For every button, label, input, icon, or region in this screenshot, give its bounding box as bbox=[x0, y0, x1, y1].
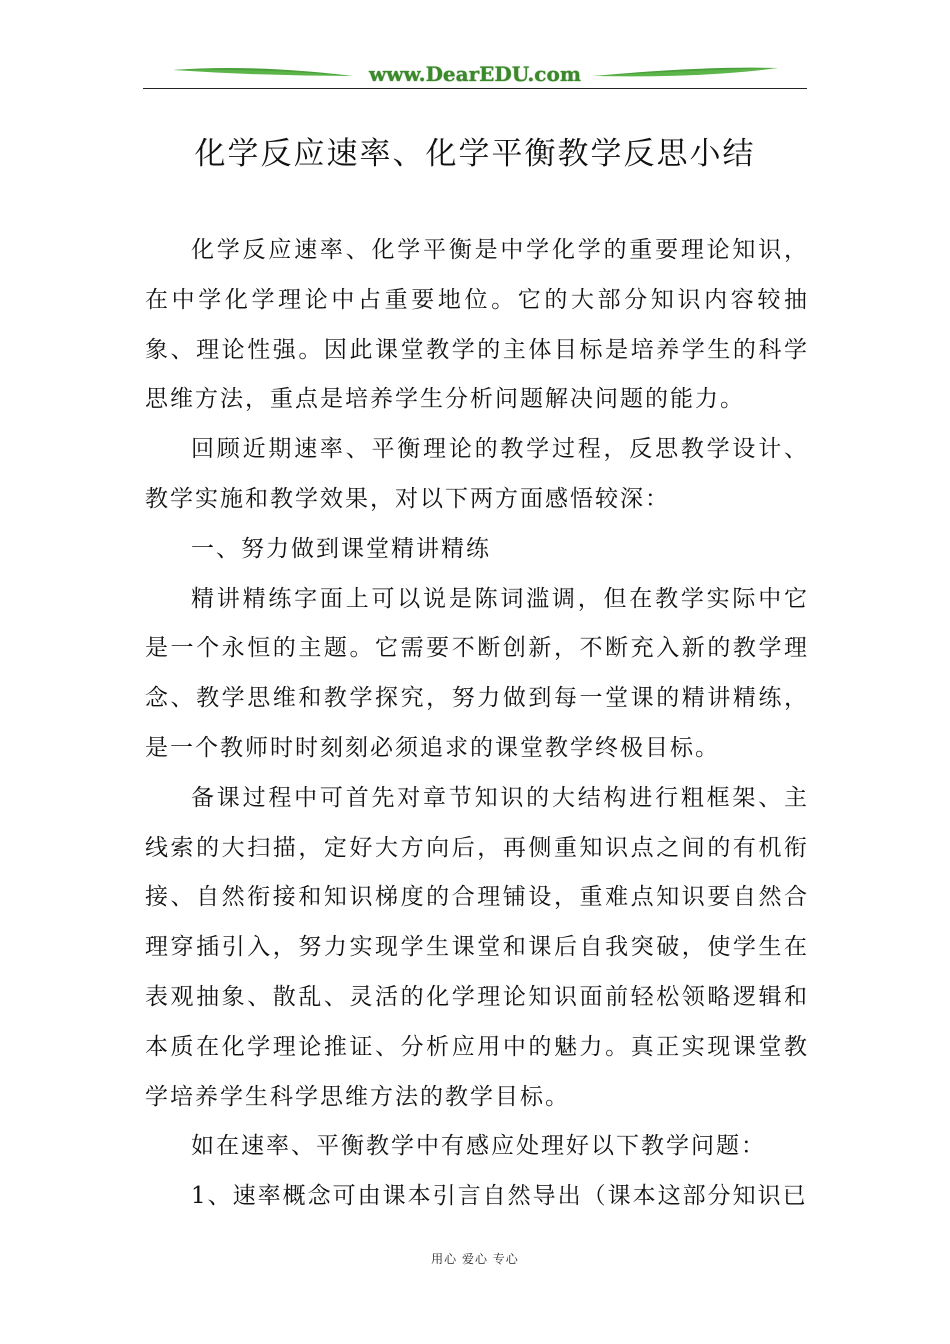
section-heading: 一、努力做到课堂精讲精练 bbox=[191, 535, 491, 562]
paragraph: 精讲精练字面上可以说是陈词滥调，但在教学实际中它是一个永恒的主题。它需要不断创新，不断充入新的教学理念、教学思维和教学探究，努力做到每一堂课的精讲精练，是一个教师时时刻刻必须追求的课堂教学终极目标。 bbox=[145, 585, 809, 761]
header-divider bbox=[143, 88, 807, 89]
document-title: 化学反应速率、化学平衡教学反思小结 bbox=[194, 136, 756, 172]
paragraph: 如在速率、平衡教学中有感应处理好以下教学问题： bbox=[191, 1133, 766, 1160]
paragraph: 备课过程中可首先对章节知识的大结构进行粗框架、主线索的大扫描，定好大方向后，再侧重知识点之间的有机衔接、自然衔接和知识梯度的合理铺设，重难点知识要自然合理穿插引入，努力实现学生课堂和课后自我突破，使学生在表观抽象、散乱、灵活的化学理论知识面前轻松领略逻辑和本质在化学理论推证、分析应用中的魅力。真正实现课堂教学培养学生科学思维方法的教学目标。 bbox=[145, 784, 809, 1110]
site-header-banner bbox=[143, 58, 807, 92]
paragraph: 回顾近期速率、平衡理论的教学过程，反思教学设计、教学实施和教学效果，对以下两方面感悟较深： bbox=[145, 436, 809, 512]
page-footer: 用心 爱心 专心 bbox=[431, 1252, 519, 1266]
paragraph: 化学反应速率、化学平衡是中学化学的重要理论知识，在中学化学理论中占重要地位。它的大部分知识内容较抽象、理论性强。因此课堂教学的主体目标是培养学生的科学思维方法，重点是培养学生分析问题解决问题的能力。 bbox=[145, 237, 809, 413]
site-url: www.DearEDU.com bbox=[368, 62, 581, 86]
paragraph: 1、速率概念可由课本引言自然导出（课本这部分知识已 bbox=[191, 1183, 808, 1210]
document-body bbox=[145, 226, 809, 1222]
